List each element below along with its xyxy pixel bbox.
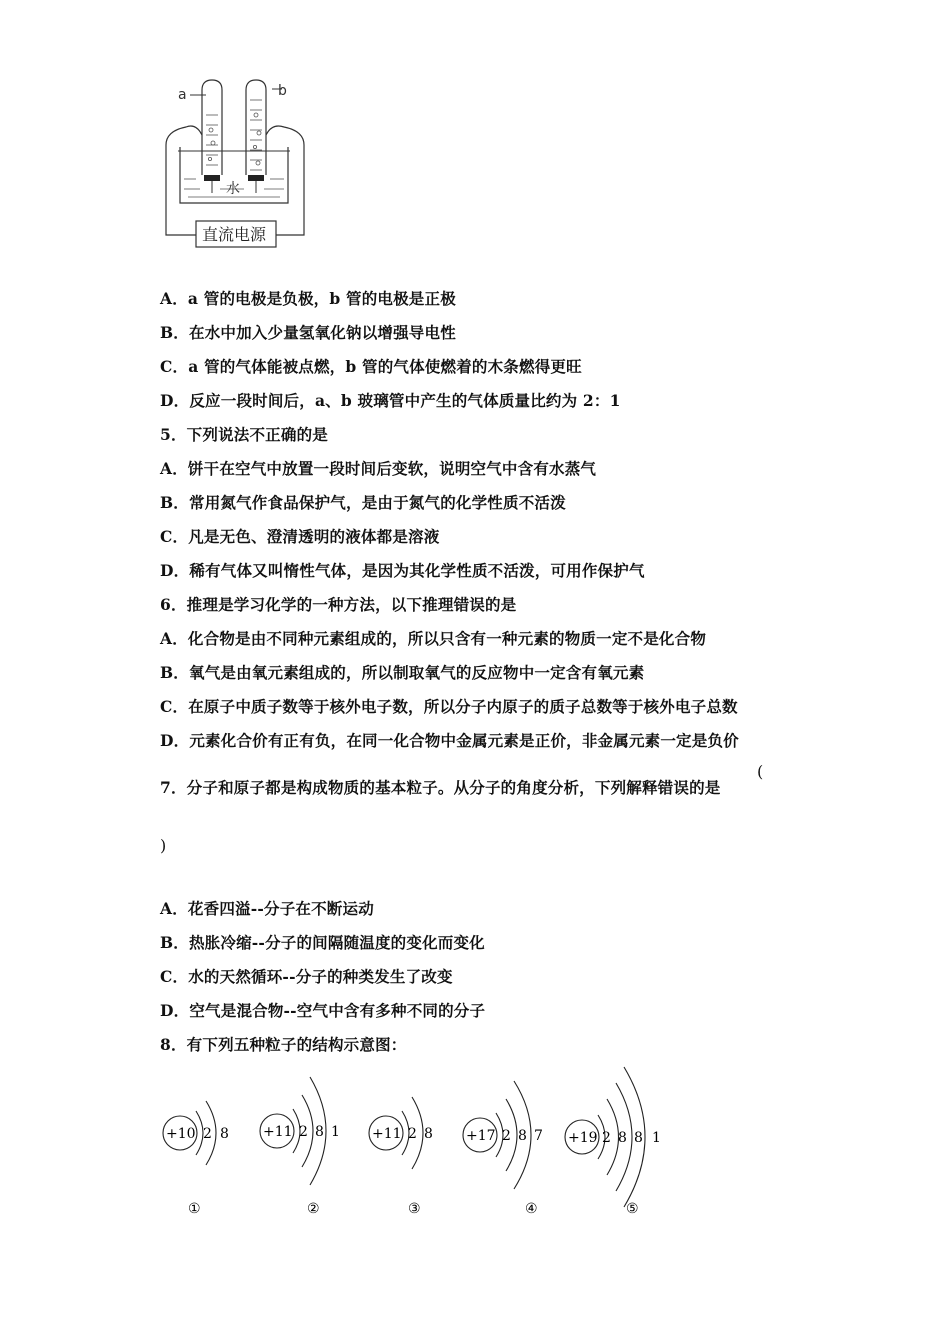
q6-stem: 6．推理是学习化学的一种方法，以下推理错误的是 [160,595,517,614]
tube-b-label: b [278,83,287,99]
q7-option-b: B．热胀冷缩--分子的间隔随温度的变化而变化 [160,933,485,952]
particle-1-shell-1: 2 [203,1126,212,1142]
particle-2-nucleus: +11 [263,1124,293,1140]
q4-option-a: A．a 管的电极是负极，b 管的电极是正极 [160,289,456,308]
q7-option-d: D．空气是混合物--空气中含有多种不同的分子 [160,1001,486,1020]
q7-open-paren: ( [757,762,764,781]
q5-option-b: B．常用氮气作食品保护气，是由于氮气的化学性质不活泼 [160,493,566,512]
q6-option-d: D．元素化合价有正有负，在同一化合物中金属元素是正价，非金属元素一定是负价 [160,731,739,750]
particle-2-shell-3: 1 [331,1124,340,1140]
particle-2-shell-1: 2 [299,1124,308,1140]
q6-option-c: C．在原子中质子数等于核外电子数，所以分子内原子的质子总数等于核外电子总数 [160,697,738,716]
q7-close-paren: ) [160,836,167,855]
q5-option-a: A．饼干在空气中放置一段时间后变软，说明空气中含有水蒸气 [160,459,597,478]
q4-option-d: D．反应一段时间后，a、b 玻璃管中产生的气体质量比约为 2：1 [160,391,621,410]
tube-a [202,80,222,175]
particle-5-shell-4: 1 [652,1130,661,1146]
particle-3-shell-2: 8 [424,1126,433,1142]
particle-5-shell-2: 8 [618,1130,627,1146]
particle-5-index: ⑤ [626,1201,639,1217]
electrolysis-apparatus-figure [160,75,320,250]
tube-a-label: a [178,87,187,103]
electrode-a [204,175,220,181]
particle-3-shell-1: 2 [408,1126,417,1142]
electrode-b [248,175,264,181]
q6-option-b: B．氧气是由氧元素组成的，所以制取氧气的反应物中一定含有氧元素 [160,663,645,682]
q4-option-b: B．在水中加入少量氢氧化钠以增强导电性 [160,323,456,342]
wire-left [166,126,202,235]
particle-structure-diagrams [150,1065,690,1230]
particle-5-shell-3: 8 [634,1130,643,1146]
q8-stem: 8．有下列五种粒子的结构示意图： [160,1035,407,1054]
q5-stem: 5．下列说法不正确的是 [160,425,328,444]
q5-option-c: C．凡是无色、澄清透明的液体都是溶液 [160,527,440,546]
particle-2-shell-2: 8 [315,1124,324,1140]
particle-4-shell-3: 7 [534,1128,543,1144]
particle-4-index: ④ [525,1201,538,1217]
particle-5-shell-1: 2 [602,1130,611,1146]
q7-option-a: A．花香四溢--分子在不断运动 [160,899,374,918]
q7-stem: 7．分子和原子都是构成物质的基本粒子。从分子的角度分析，下列解释错误的是 [160,778,721,797]
q5-option-d: D．稀有气体又叫惰性气体，是因为其化学性质不活泼，可用作保护气 [160,561,645,580]
particle-4-nucleus: +17 [466,1128,496,1144]
particle-4-shell-1: 2 [502,1128,511,1144]
tube-b [246,80,266,175]
particle-3-index: ③ [408,1201,421,1217]
particle-1-index: ① [188,1201,201,1217]
particle-1-shell-2: 8 [220,1126,229,1142]
particle-1-nucleus: +10 [166,1126,196,1142]
water-label: 水 [226,181,240,197]
wire-right [266,126,304,235]
power-source-label: 直流电源 [202,225,267,244]
particle-4-shell-2: 8 [518,1128,527,1144]
particle-3-nucleus: +11 [372,1126,402,1142]
particle-2-index: ② [307,1201,320,1217]
q4-option-c: C．a 管的气体能被点燃，b 管的气体使燃着的木条燃得更旺 [160,357,582,376]
q6-option-a: A．化合物是由不同种元素组成的，所以只含有一种元素的物质一定不是化合物 [160,629,707,648]
particle-5-nucleus: +19 [568,1130,598,1146]
q7-option-c: C．水的天然循环--分子的种类发生了改变 [160,967,453,986]
